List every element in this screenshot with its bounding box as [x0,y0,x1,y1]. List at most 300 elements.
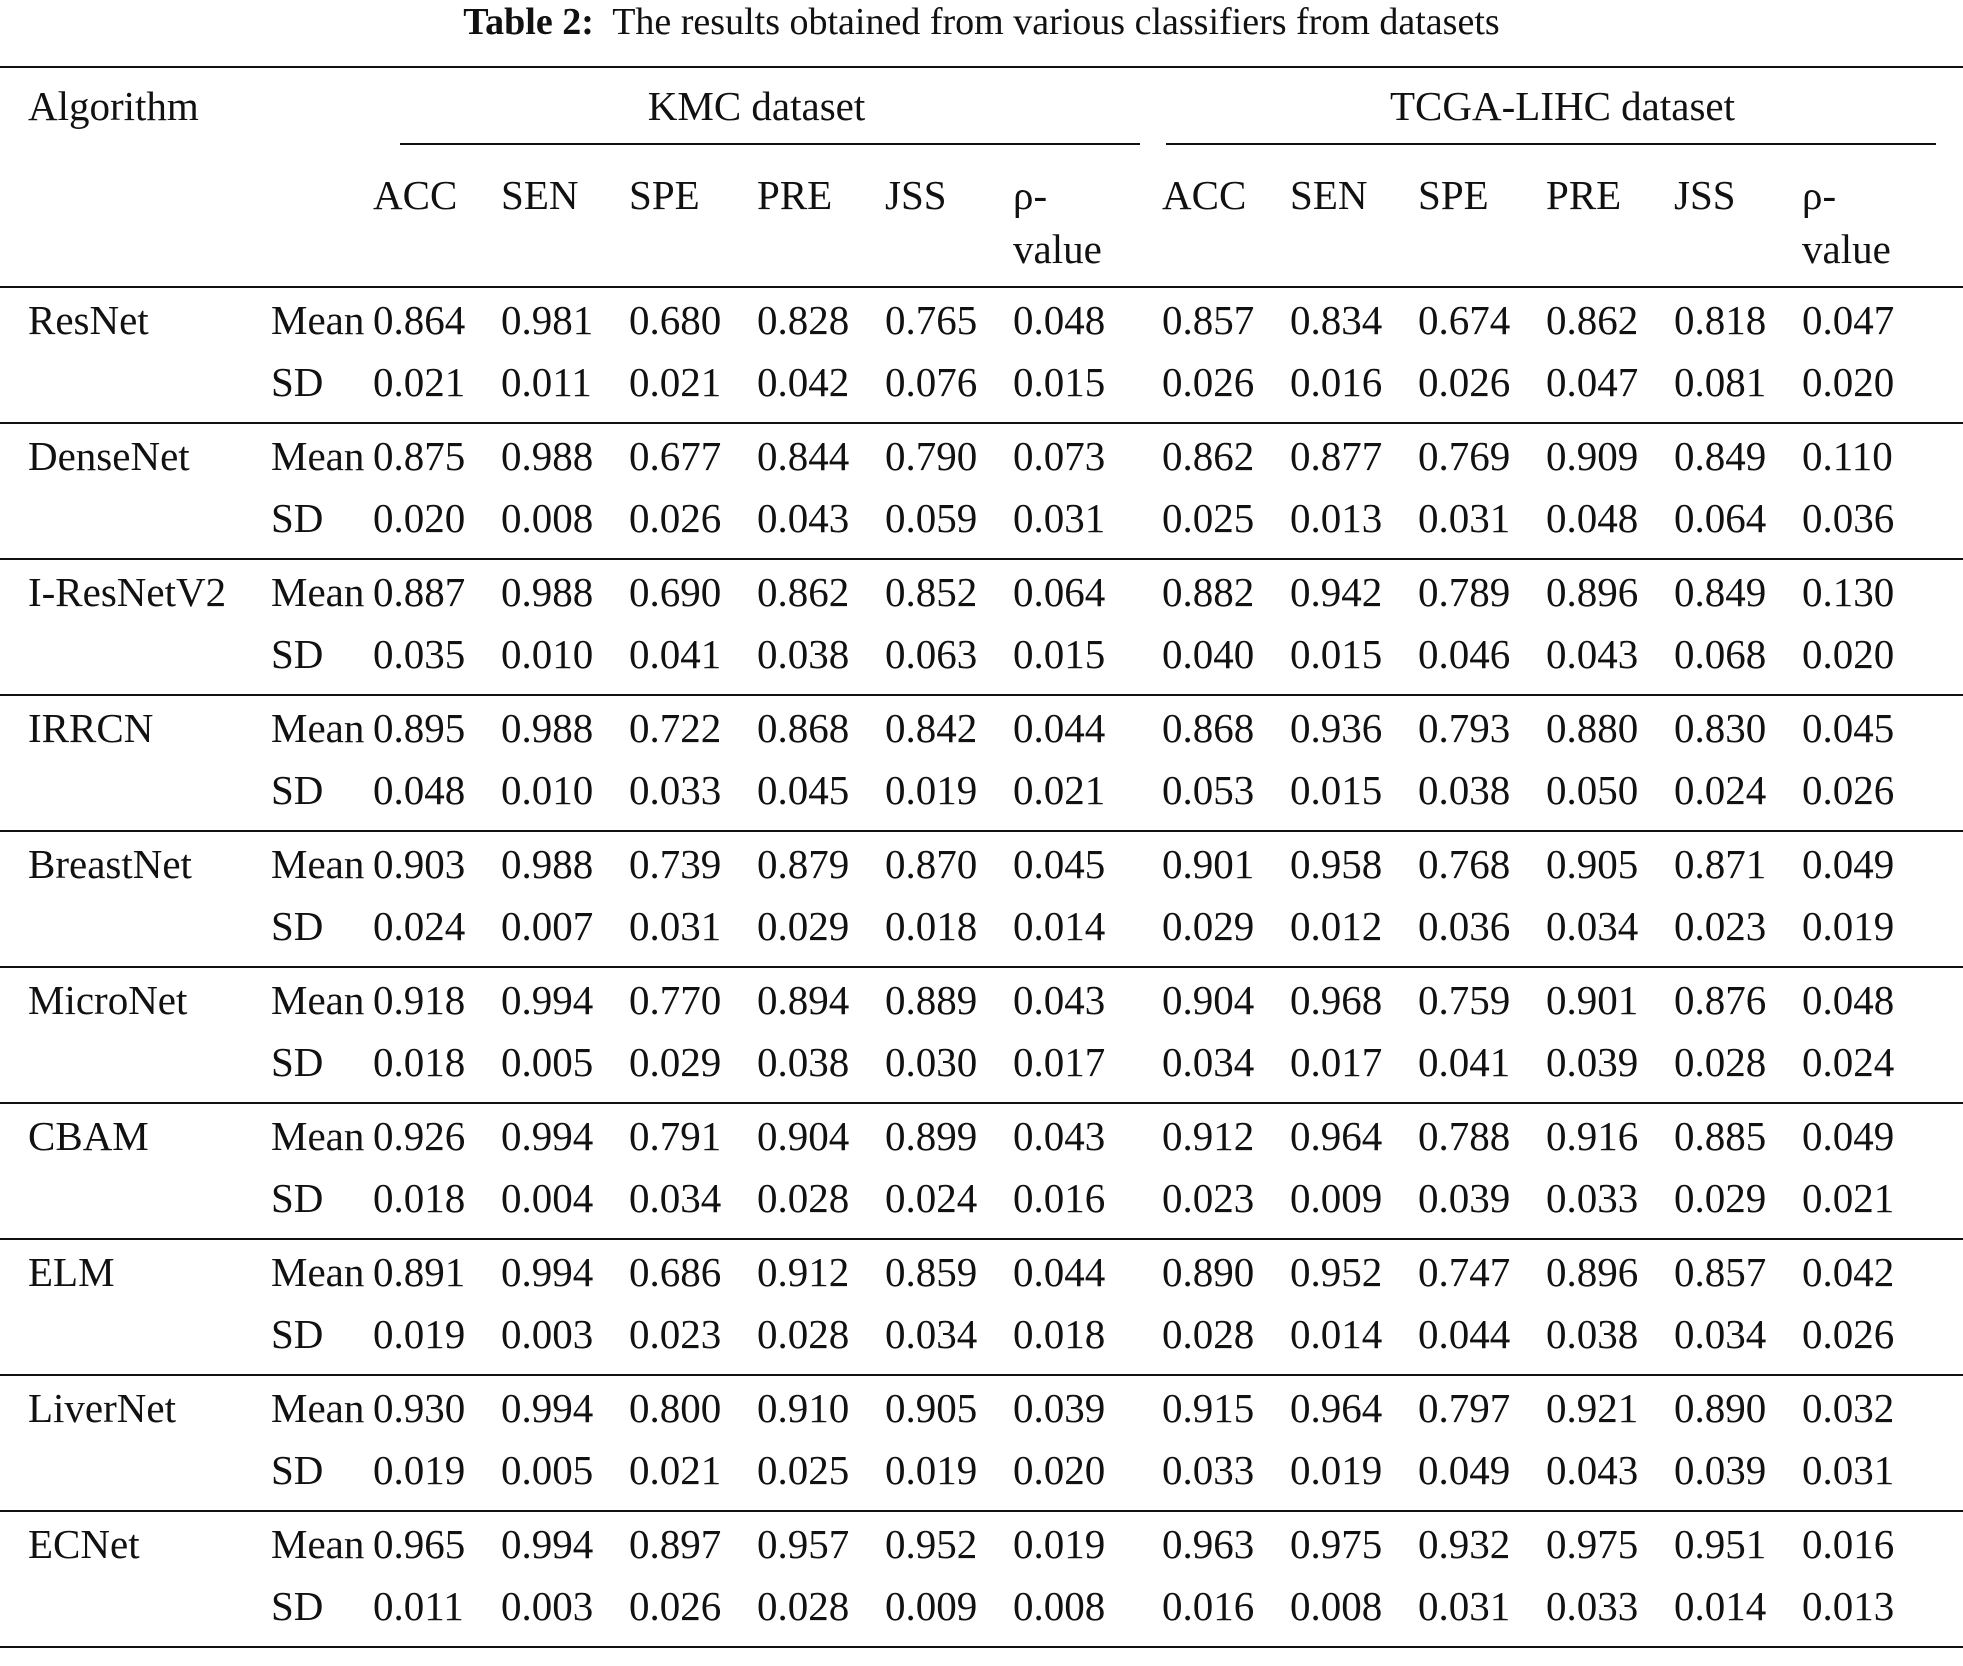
table-cell: 0.026 [629,1583,722,1629]
table-row [0,694,1963,762]
table-cell: 0.073 [1013,433,1106,479]
table-cell: 0.034 [1162,1039,1255,1085]
cell-gap [1140,286,1162,354]
table-cell: 0.026 [1802,767,1895,813]
statistic-label: SD [271,1447,324,1493]
row-block-rule [0,1102,1963,1104]
metric-header-line: PRE [757,172,833,218]
metric-header [1290,144,1418,286]
table-cell: 0.889 [885,977,978,1023]
cell-gap [1140,1238,1162,1306]
table-row [0,1238,1963,1306]
table-bottom-rule [0,1646,1963,1648]
table-cell: 0.063 [885,631,978,677]
table-cell: 0.013 [1290,495,1383,541]
table-cell: 0.686 [629,1249,722,1295]
table-cell: 0.797 [1418,1385,1511,1431]
algorithm-name [0,490,243,558]
table-cell: 0.957 [757,1521,850,1567]
table-row [0,1442,1963,1510]
table-cell: 0.038 [1546,1311,1639,1357]
table-cell: 0.690 [629,569,722,615]
statistic-label: Mean [271,841,365,887]
table-cell: 0.041 [629,631,722,677]
table-cell: 0.018 [373,1039,466,1085]
algorithm-name [0,1442,243,1510]
table-cell: 0.932 [1418,1521,1511,1567]
table-cell: 0.981 [501,297,594,343]
table-cell: 0.918 [373,977,466,1023]
table-cell: 0.043 [1546,631,1639,677]
table-cell: 0.010 [501,767,594,813]
table-cell: 0.005 [501,1039,594,1085]
table-cell: 0.852 [885,569,978,615]
table-cell: 0.008 [1013,1583,1106,1629]
table-cell: 0.040 [1162,631,1255,677]
cell-gap [1140,1510,1162,1578]
kmc-dataset-header: KMC dataset [647,83,866,129]
table-cell: 0.890 [1674,1385,1767,1431]
table-cell: 0.019 [373,1311,466,1357]
table-cell: 0.029 [1162,903,1255,949]
table-cell: 0.952 [1290,1249,1383,1295]
cell-gap [1140,558,1162,626]
metric-header [373,144,501,286]
table-cell: 0.882 [1162,569,1255,615]
table-cell: 0.722 [629,705,722,751]
metric-header-line: JSS [885,172,947,218]
table-cell: 0.958 [1290,841,1383,887]
table-row [0,1374,1963,1442]
table-cell: 0.901 [1546,977,1639,1023]
statistic-label: SD [271,1039,324,1085]
table-caption [0,0,1963,44]
table-cell: 0.905 [1546,841,1639,887]
table-cell: 0.871 [1674,841,1767,887]
algorithm-name [0,354,243,422]
table-cell: 0.038 [1418,767,1511,813]
table-cell: 0.110 [1802,433,1893,479]
table-cell: 0.008 [501,495,594,541]
algorithm-name [0,1578,243,1646]
table-caption-label: Table 2: [463,1,594,43]
table-cell: 0.016 [1802,1521,1895,1567]
table-cell: 0.857 [1674,1249,1767,1295]
metric-header [1162,144,1290,286]
table-cell: 0.031 [1802,1447,1895,1493]
table-cell: 0.018 [1013,1311,1106,1357]
cell-gap [1140,1102,1162,1170]
table-cell: 0.739 [629,841,722,887]
table-cell: 0.912 [1162,1113,1255,1159]
algorithm-name [0,762,243,830]
table-cell: 0.862 [757,569,850,615]
metric-header [1546,144,1674,286]
metric-header [1418,144,1546,286]
metric-header-line: PRE [1546,172,1622,218]
table-cell: 0.844 [757,433,850,479]
table-cell: 0.789 [1418,569,1511,615]
table-row [0,898,1963,966]
table-cell: 0.010 [501,631,594,677]
cell-gap [1140,1170,1162,1238]
results-table [0,66,1963,1646]
table-cell: 0.015 [1013,359,1106,405]
table-cell: 0.017 [1290,1039,1383,1085]
cell-gap [1140,762,1162,830]
row-block-rule [0,1374,1963,1376]
algorithm-name: ELM [28,1249,115,1295]
metric-header-line: value [1013,226,1102,272]
statistic-label: Mean [271,705,365,751]
table-cell: 0.880 [1546,705,1639,751]
table-row [0,1578,1963,1646]
table-cell: 0.048 [1546,495,1639,541]
cell-gap [1140,422,1162,490]
table-cell: 0.674 [1418,297,1511,343]
table-cell: 0.768 [1418,841,1511,887]
cell-gap [1140,830,1162,898]
table-cell: 0.130 [1802,569,1895,615]
metric-header-line: value [1802,226,1891,272]
statistic-label: Mean [271,1521,365,1567]
table-cell: 0.868 [1162,705,1255,751]
statistic-label: Mean [271,977,365,1023]
table-cell: 0.031 [1418,1583,1511,1629]
table-cell: 0.003 [501,1311,594,1357]
table-cell: 0.020 [373,495,466,541]
table-cell: 0.031 [1418,495,1511,541]
table-cell: 0.059 [885,495,978,541]
metric-header-line: SPE [629,172,700,218]
table-cell: 0.828 [757,297,850,343]
table-cell: 0.011 [373,1583,464,1629]
table-cell: 0.025 [1162,495,1255,541]
table-cell: 0.039 [1418,1175,1511,1221]
table-cell: 0.031 [629,903,722,949]
table-row [0,1102,1963,1170]
table-cell: 0.023 [1674,903,1767,949]
metric-header-line: SEN [1290,172,1368,218]
table-cell: 0.994 [501,1521,594,1567]
metric-header [1802,144,1963,286]
table-cell: 0.988 [501,841,594,887]
statistic-label: SD [271,359,324,405]
table-cell: 0.870 [885,841,978,887]
table-cell: 0.038 [757,631,850,677]
table-cell: 0.964 [1290,1113,1383,1159]
header-gap [1140,144,1162,286]
table-cell: 0.039 [1546,1039,1639,1085]
table-cell: 0.988 [501,569,594,615]
table-cell: 0.016 [1162,1583,1255,1629]
table-cell: 0.029 [757,903,850,949]
table-cell: 0.864 [373,297,466,343]
table-cell: 0.029 [629,1039,722,1085]
algorithm-name: I-ResNetV2 [28,569,227,615]
table-row [0,558,1963,626]
algorithm-name [0,898,243,966]
table-cell: 0.028 [1674,1039,1767,1085]
table-row [0,286,1963,354]
header-blank [0,144,373,286]
table-cell: 0.043 [1013,1113,1106,1159]
table-cell: 0.024 [1802,1039,1895,1085]
table-cell: 0.023 [1162,1175,1255,1221]
table-cell: 0.021 [1013,767,1106,813]
table-cell: 0.019 [1290,1447,1383,1493]
table-cell: 0.887 [373,569,466,615]
table-cell: 0.897 [629,1521,722,1567]
algorithm-name: BreastNet [28,841,192,887]
table-cell: 0.028 [1162,1311,1255,1357]
table-cell: 0.035 [373,631,466,677]
table-cell: 0.019 [1802,903,1895,949]
table-cell: 0.018 [373,1175,466,1221]
table-cell: 0.050 [1546,767,1639,813]
table-cell: 0.039 [1674,1447,1767,1493]
algorithm-header: Algorithm [28,83,199,129]
row-block-rule [0,694,1963,696]
table-cell: 0.994 [501,1113,594,1159]
table-cell: 0.017 [1013,1039,1106,1085]
table-cell: 0.014 [1290,1311,1383,1357]
statistic-label: SD [271,1175,324,1221]
table-cell: 0.019 [885,1447,978,1493]
table-cell: 0.007 [501,903,594,949]
table-cell: 0.034 [885,1311,978,1357]
statistic-label: SD [271,1583,324,1629]
table-cell: 0.909 [1546,433,1639,479]
table-cell: 0.894 [757,977,850,1023]
table-cell: 0.026 [1162,359,1255,405]
table-row [0,490,1963,558]
table-cell: 0.875 [373,433,466,479]
table-cell: 0.770 [629,977,722,1023]
table-cell: 0.024 [885,1175,978,1221]
table-cell: 0.800 [629,1385,722,1431]
cell-gap [1140,626,1162,694]
table-row [0,1306,1963,1374]
table-cell: 0.942 [1290,569,1383,615]
table-cell: 0.994 [501,1249,594,1295]
table-cell: 0.019 [373,1447,466,1493]
cell-gap [1140,1442,1162,1510]
cell-gap [1140,966,1162,1034]
table-cell: 0.859 [885,1249,978,1295]
algorithm-name [0,626,243,694]
table-cell: 0.964 [1290,1385,1383,1431]
row-block-rule [0,1510,1963,1512]
table-cell: 0.013 [1802,1583,1895,1629]
statistic-label: SD [271,495,324,541]
table-cell: 0.842 [885,705,978,751]
table-cell: 0.026 [1802,1311,1895,1357]
algorithm-name: ResNet [28,297,149,343]
metric-header [757,144,885,286]
table-cell: 0.028 [757,1175,850,1221]
table-cell: 0.026 [1418,359,1511,405]
table-cell: 0.008 [1290,1583,1383,1629]
table-cell: 0.862 [1162,433,1255,479]
metric-header-line: ACC [1162,172,1247,218]
statistic-label: SD [271,631,324,677]
algorithm-name: MicroNet [28,977,188,1023]
tcga-lihc-dataset-header: TCGA-LIHC dataset [1390,83,1736,129]
table-cell: 0.788 [1418,1113,1511,1159]
statistic-label: Mean [271,297,365,343]
statistic-label: Mean [271,433,365,479]
header-row-metrics [0,144,1963,286]
table-cell: 0.033 [629,767,722,813]
statistic-label: SD [271,767,324,813]
table-cell: 0.879 [757,841,850,887]
table-cell: 0.032 [1802,1385,1895,1431]
table-cell: 0.064 [1013,569,1106,615]
table-cell: 0.004 [501,1175,594,1221]
table-cell: 0.045 [757,767,850,813]
metric-header [1013,144,1140,286]
table-cell: 0.899 [885,1113,978,1159]
table-row [0,1034,1963,1102]
metric-header-line: ρ- [1802,172,1837,218]
table-caption-text: The results obtained from various classifiers from datasets [612,1,1500,43]
algorithm-name: DenseNet [28,433,190,479]
table-cell: 0.830 [1674,705,1767,751]
table-cell: 0.952 [885,1521,978,1567]
table-cell: 0.009 [885,1583,978,1629]
table-cell: 0.019 [885,767,978,813]
table-cell: 0.930 [373,1385,466,1431]
table-cell: 0.021 [629,1447,722,1493]
table-cell: 0.025 [757,1447,850,1493]
table-cell: 0.049 [1418,1447,1511,1493]
table-cell: 0.759 [1418,977,1511,1023]
table-cell: 0.921 [1546,1385,1639,1431]
table-cell: 0.680 [629,297,722,343]
row-block-rule [0,1238,1963,1240]
header-row-groups [0,66,1963,144]
table-cell: 0.045 [1802,705,1895,751]
metric-header-line: JSS [1674,172,1736,218]
table-cell: 0.021 [629,359,722,405]
table-cell: 0.769 [1418,433,1511,479]
cell-gap [1140,1034,1162,1102]
table-cell: 0.023 [629,1311,722,1357]
table-cell: 0.975 [1290,1521,1383,1567]
statistic-label: Mean [271,1113,365,1159]
table-cell: 0.015 [1290,631,1383,677]
table-cell: 0.030 [885,1039,978,1085]
algorithm-name [0,1170,243,1238]
statistic-label: SD [271,903,324,949]
table-cell: 0.901 [1162,841,1255,887]
table-cell: 0.905 [885,1385,978,1431]
table-cell: 0.926 [373,1113,466,1159]
header-gap [1140,66,1162,144]
table-cell: 0.021 [373,359,466,405]
table-cell: 0.849 [1674,569,1767,615]
metric-header-line: ACC [373,172,458,218]
table-cell: 0.043 [1013,977,1106,1023]
table-cell: 0.849 [1674,433,1767,479]
table-cell: 0.891 [373,1249,466,1295]
table-cell: 0.910 [757,1385,850,1431]
table-row [0,830,1963,898]
cell-gap [1140,490,1162,558]
table-cell: 0.903 [373,841,466,887]
metric-header [1674,144,1802,286]
table-cell: 0.834 [1290,297,1383,343]
table-cell: 0.045 [1013,841,1106,887]
table-cell: 0.044 [1418,1311,1511,1357]
table-cell: 0.020 [1802,631,1895,677]
table-cell: 0.039 [1013,1385,1106,1431]
metric-header-line: SPE [1418,172,1489,218]
table-cell: 0.041 [1418,1039,1511,1085]
table-cell: 0.049 [1802,841,1895,887]
table-cell: 0.011 [501,359,592,405]
table-cell: 0.012 [1290,903,1383,949]
metric-header [885,144,1013,286]
table-row [0,354,1963,422]
table-row [0,762,1963,830]
table-cell: 0.994 [501,1385,594,1431]
table-cell: 0.877 [1290,433,1383,479]
table-cell: 0.020 [1013,1447,1106,1493]
table-cell: 0.915 [1162,1385,1255,1431]
table-cell: 0.034 [629,1175,722,1221]
table-cell: 0.038 [757,1039,850,1085]
table-cell: 0.024 [1674,767,1767,813]
table-cell: 0.014 [1674,1583,1767,1629]
table-cell: 0.988 [501,433,594,479]
table-cell: 0.043 [757,495,850,541]
table-cell: 0.994 [501,977,594,1023]
table-cell: 0.053 [1162,767,1255,813]
cell-gap [1140,1374,1162,1442]
table-cell: 0.862 [1546,297,1639,343]
table-cell: 0.857 [1162,297,1255,343]
table-cell: 0.896 [1546,569,1639,615]
cell-gap [1140,898,1162,966]
table-cell: 0.005 [501,1447,594,1493]
table-cell: 0.048 [1802,977,1895,1023]
table-cell: 0.036 [1802,495,1895,541]
table-row [0,1170,1963,1238]
table-cell: 0.791 [629,1113,722,1159]
metric-header [629,144,757,286]
table-cell: 0.081 [1674,359,1767,405]
table-cell: 0.044 [1013,1249,1106,1295]
table-row [0,1510,1963,1578]
table-cell: 0.885 [1674,1113,1767,1159]
table-cell: 0.790 [885,433,978,479]
table-cell: 0.904 [1162,977,1255,1023]
table-cell: 0.024 [373,903,466,949]
row-block-rule [0,830,1963,832]
row-block-rule [0,966,1963,968]
table-cell: 0.042 [1802,1249,1895,1295]
algorithm-name: CBAM [28,1113,149,1159]
table-cell: 0.009 [1290,1175,1383,1221]
table-cell: 0.988 [501,705,594,751]
table-cell: 0.793 [1418,705,1511,751]
table-cell: 0.904 [757,1113,850,1159]
statistic-label: Mean [271,1385,365,1431]
table-cell: 0.028 [757,1583,850,1629]
table-row [0,422,1963,490]
